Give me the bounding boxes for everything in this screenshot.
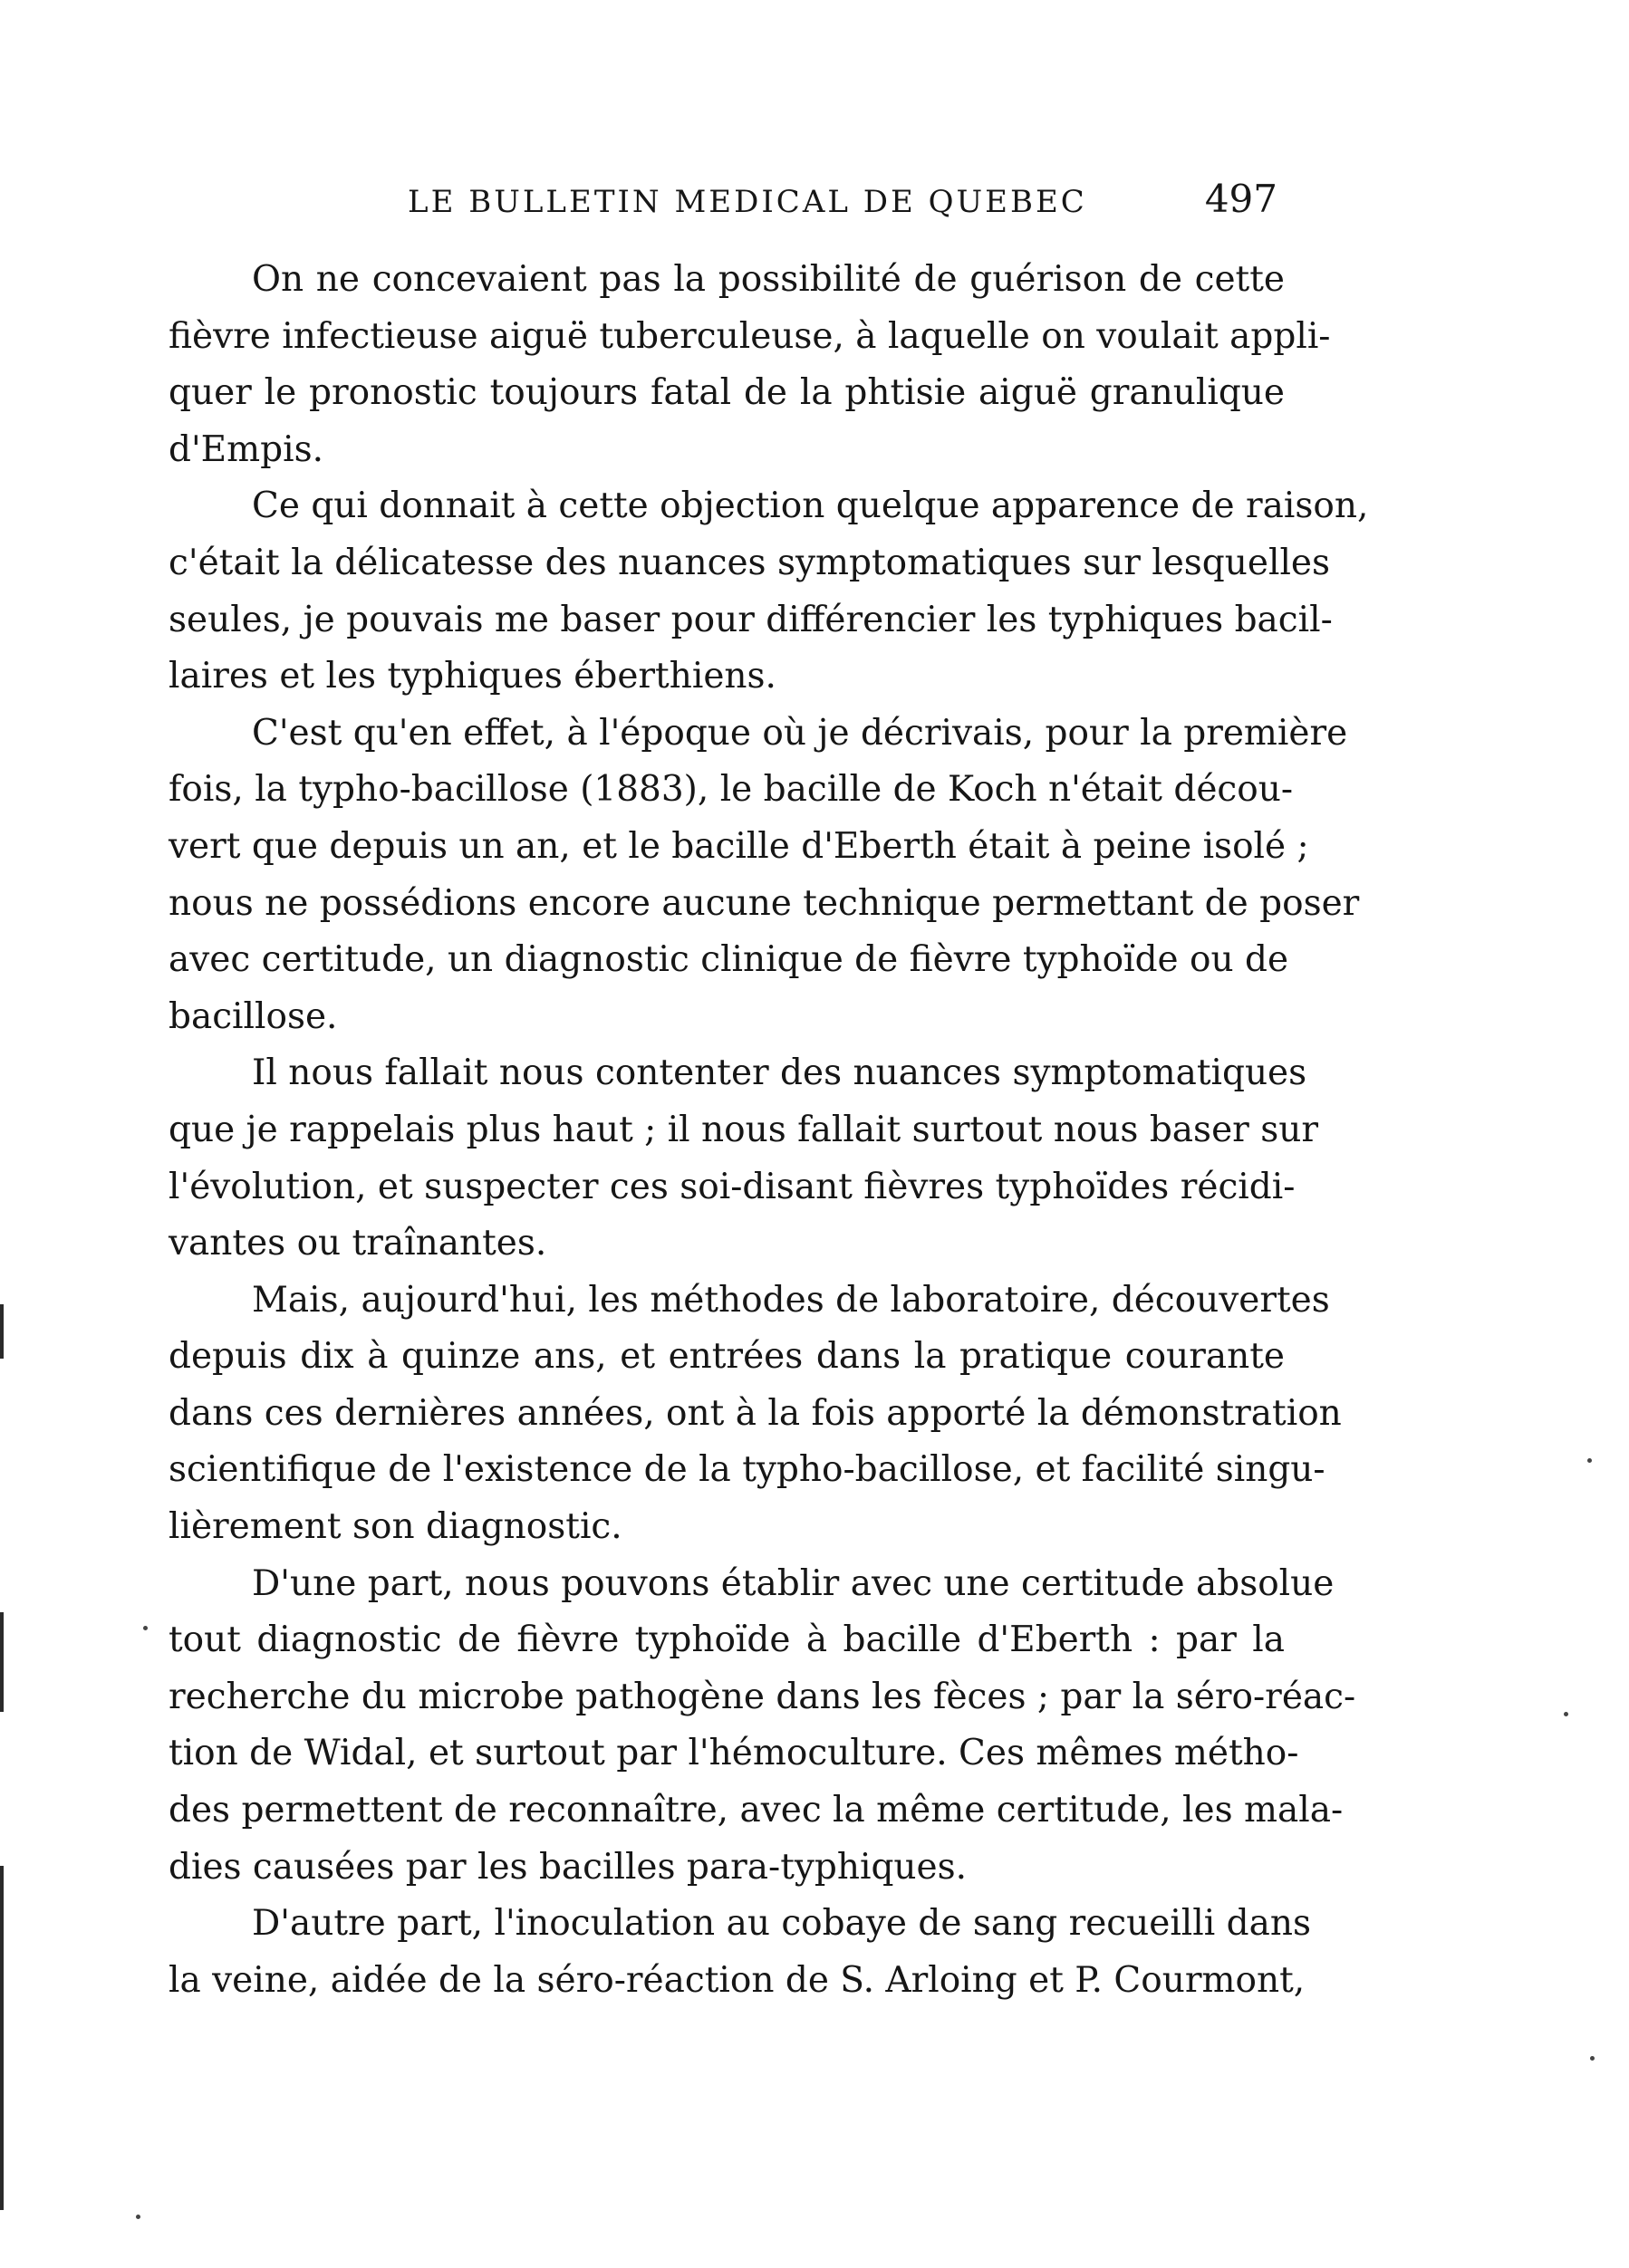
text-line: D'une part, nous pouvons établir avec une certitude absolue <box>252 1562 1335 1604</box>
text-line: des permettent de reconnaître, avec la même certitude, les mala- <box>169 1790 1344 1831</box>
text-line: bacillose. <box>169 995 338 1037</box>
paragraph-3 <box>169 706 1360 1046</box>
text-line: fois, la typho-bacillose (1883), le bacille de Koch n'était décou- <box>169 769 1294 811</box>
text-line: Ce qui donnait à cette objection quelque apparence de raison, <box>252 485 1369 527</box>
paragraph-5 <box>169 1273 1342 1556</box>
body-text <box>169 252 1369 2009</box>
paragraph-7 <box>169 1896 1311 2009</box>
text-line: que je rappelais plus haut ; il nous fallait surtout nous baser sur <box>169 1109 1318 1150</box>
text-line: On ne concevaient pas la possibilité de guérison de cette <box>252 259 1285 300</box>
text-line: tion de Widal, et surtout par l'hémoculture. Ces mêmes métho- <box>169 1733 1299 1774</box>
text-line: quer le pronostic toujours fatal de la phtisie aiguë granulique <box>169 372 1285 414</box>
scan-speck <box>136 2215 140 2219</box>
page-number: 497 <box>1204 177 1277 221</box>
scan-edge-mark-middle <box>0 1612 4 1712</box>
paragraph-1 <box>169 252 1331 478</box>
page-header <box>344 175 1287 229</box>
text-line: tout diagnostic de fièvre typhoïde à bacille d'Eberth : par la <box>169 1619 1285 1661</box>
text-line: dans ces dernières années, ont à la fois apporté la démonstration <box>169 1392 1342 1434</box>
paragraph-4 <box>169 1045 1318 1272</box>
scan-speck <box>1590 2056 1595 2061</box>
text-line: recherche du microbe pathogène dans les fèces ; par la séro-réac- <box>169 1676 1356 1717</box>
text-line: Il nous fallait nous contenter des nuances symptomatiques <box>252 1052 1307 1094</box>
text-line: avec certitude, un diagnostic clinique de fièvre typhoïde ou de <box>169 939 1289 981</box>
text-line: depuis dix à quinze ans, et entrées dans la pratique courante <box>169 1336 1285 1378</box>
text-line: fièvre infectieuse aiguë tuberculeuse, à laquelle on voulait appli- <box>169 315 1331 357</box>
scan-speck <box>1564 1712 1568 1716</box>
text-line: d'Empis. <box>169 428 323 470</box>
scan-speck <box>1587 1458 1592 1463</box>
scan-speck <box>143 1626 148 1630</box>
running-head: LE BULLETIN MEDICAL DE QUEBEC <box>408 184 1087 220</box>
text-line: nous ne possédions encore aucune technique permettant de poser <box>169 882 1360 924</box>
paragraph-6 <box>169 1556 1356 1897</box>
scan-edge-mark-upper <box>0 1304 4 1359</box>
scan-edge-mark-lower <box>0 1866 4 2210</box>
text-line: dies causées par les bacilles para-typhiques. <box>169 1846 968 1888</box>
text-line: vert que depuis un an, et le bacille d'Eberth était à peine isolé ; <box>169 825 1309 867</box>
text-line: laires et les typhiques éberthiens. <box>169 656 776 697</box>
text-line: seules, je pouvais me baser pour différencier les typhiques bacil- <box>169 599 1333 640</box>
text-line: C'est qu'en effet, à l'époque où je décrivais, pour la première <box>252 712 1348 754</box>
paragraph-2 <box>169 478 1369 705</box>
text-line: scientifique de l'existence de la typho-bacillose, et facilité singu- <box>169 1449 1325 1491</box>
text-line: c'était la délicatesse des nuances symptomatiques sur lesquelles <box>169 542 1331 583</box>
text-line: lièrement son diagnostic. <box>169 1506 622 1548</box>
text-line: Mais, aujourd'hui, les méthodes de laboratoire, découvertes <box>252 1279 1330 1321</box>
text-line: vantes ou traînantes. <box>169 1223 547 1264</box>
text-line: l'évolution, et suspecter ces soi-disant fièvres typhoïdes récidi- <box>169 1166 1296 1207</box>
text-line: la veine, aidée de la séro-réaction de S. Arloing et P. Courmont, <box>169 1959 1306 2001</box>
text-line: D'autre part, l'inoculation au cobaye de sang recueilli dans <box>252 1903 1311 1945</box>
